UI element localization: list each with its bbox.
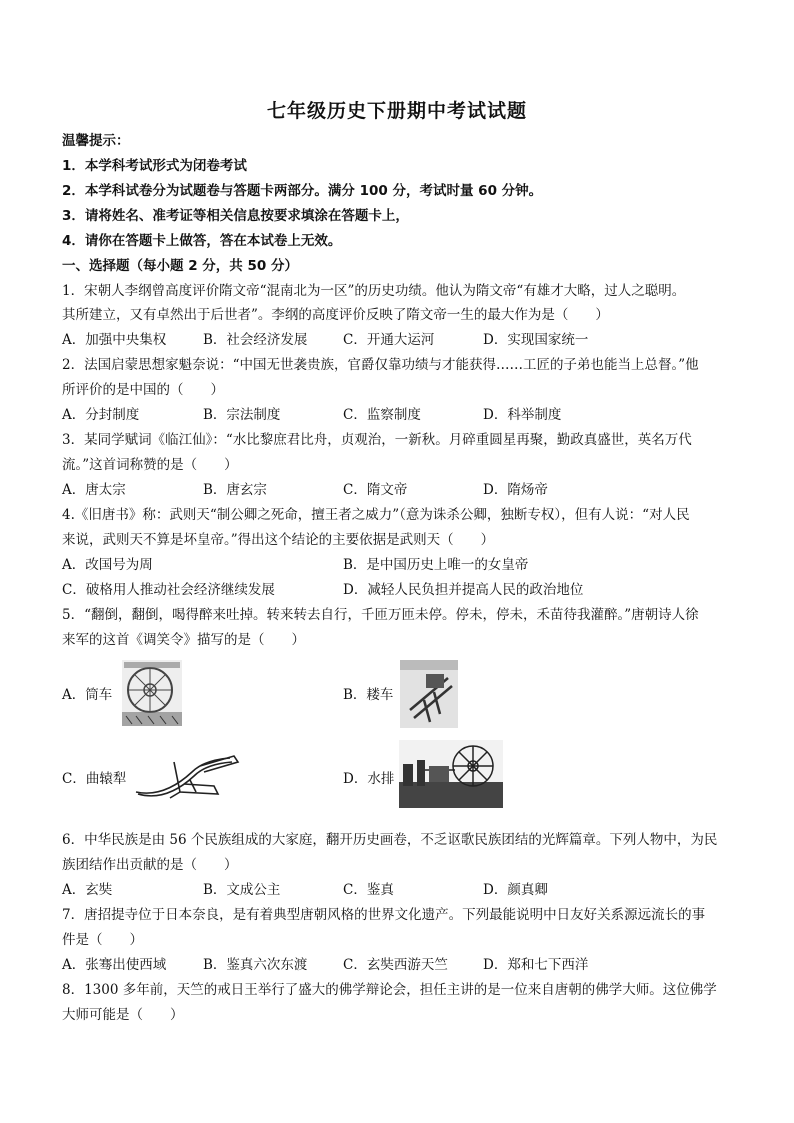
option-a: A．加强中央集权: [62, 332, 167, 348]
water-wheel-tongche-picture: [122, 660, 182, 726]
option-a: A．分封制度: [62, 407, 140, 423]
question-3-line: 3．某同学赋词《临江仙》：“水比黎庶君比舟，贞观治，一新秋。月碎重圆星再聚，勤政真盛世，英名万代: [62, 432, 692, 448]
question-5-line: 来军的这首《调笑令》描写的是（ ）: [62, 632, 305, 648]
water-bellows-shuipai-picture: [399, 740, 503, 808]
option-d: D．隋炀帝: [483, 482, 548, 498]
tip-item: 3．请将姓名、准考证等相关信息按要求填涂在答题卡上，: [62, 208, 409, 224]
option-c: C．破格用人推动社会经济继续发展: [62, 582, 275, 598]
question-1-line: 其所建立，又有卓然出于后世者”。李纲的高度评价反映了隋文帝一生的最大作为是（ ）: [62, 307, 609, 323]
tip-item: 2．本学科试卷分为试题卷与答题卡两部分。满分 100 分，考试时量 60 分钟。: [62, 183, 543, 199]
question-8-line: 8．1300 多年前，天竺的戒日王举行了盛大的佛学辩论会，担任主讲的是一位来自唐朝的佛学大师。这位佛学: [62, 982, 717, 998]
option-c: C．隋文帝: [343, 482, 408, 498]
question-4-line: 4.《旧唐书》称：武则天“制公卿之死命，擅王者之威力”（意为诛杀公卿，独断专权），但有人说：“对人民: [62, 507, 690, 523]
section-heading: 一、选择题（每小题 2 分，共 50 分）: [62, 258, 298, 274]
question-1-line: 1．宋朝人李纲曾高度评价隋文帝“混南北为一区”的历史功绩。他认为隋文帝“有雄才大略，过人之聪明。: [62, 283, 686, 299]
option-b: B．社会经济发展: [203, 332, 308, 348]
question-7-line: 件是（ ）: [62, 932, 143, 948]
tip-item: 4．请你在答题卡上做答，答在本试卷上无效。: [62, 233, 342, 249]
page-title: 七年级历史下册期中考试试题: [266, 100, 527, 122]
curved-plow-quyuanli-picture: [134, 752, 242, 802]
option-b: B．宗法制度: [203, 407, 281, 423]
option-b: B．文成公主: [203, 882, 281, 898]
option-b: B．唐玄宗: [203, 482, 267, 498]
question-3-line: 流。”这首词称赞的是（ ）: [62, 457, 238, 473]
option-d: D．水排: [343, 771, 395, 787]
option-d: D．郑和七下西洋: [483, 957, 589, 973]
tips-heading: 温馨提示：: [62, 133, 130, 149]
option-a: A．改国号为周: [62, 557, 153, 573]
tip-item: 1．本学科考试形式为闭卷考试: [62, 158, 247, 174]
option-c: C．鉴真: [343, 882, 394, 898]
option-d: D．科举制度: [483, 407, 562, 423]
option-b: B．鉴真六次东渡: [203, 957, 308, 973]
option-d: D．颜真卿: [483, 882, 548, 898]
question-5-line: 5．“翻倒，翻倒，喝得醉来吐掉。转来转去自行，千匝万匝未停。停未，停未，禾苗待我灌醉。”唐朝诗人徐: [62, 607, 699, 623]
question-4-line: 来说，武则天不算是坏皇帝。”得出这个结论的主要依据是武则天（ ）: [62, 532, 495, 548]
seed-drill-louche-picture: [400, 660, 458, 728]
question-8-line: 大师可能是（ ）: [62, 1007, 184, 1023]
question-6-line: 族团结作出贡献的是（ ）: [62, 857, 238, 873]
option-b: B．是中国历史上唯一的女皇帝: [343, 557, 529, 573]
option-a: A．唐太宗: [62, 482, 126, 498]
option-d: D．减轻人民负担并提高人民的政治地位: [343, 582, 584, 598]
question-7-line: 7．唐招提寺位于日本奈良，是有着典型唐朝风格的世界文化遗产。下列最能说明中日友好关系源远流长的事: [62, 907, 706, 923]
option-d: D．实现国家统一: [483, 332, 589, 348]
option-a: A．张骞出使西域: [62, 957, 167, 973]
option-c: C．监察制度: [343, 407, 421, 423]
option-c: C．开通大运河: [343, 332, 435, 348]
question-2-line: 2．法国启蒙思想家魁奈说：“中国无世袭贵族，官爵仅靠功绩与才能获得……工匠的子弟也能当上总督。”他: [62, 357, 699, 373]
question-2-line: 所评价的是中国的（ ）: [62, 382, 224, 398]
option-c: C．玄奘西游天竺: [343, 957, 448, 973]
option-b: B．耧车: [343, 687, 394, 703]
question-6-line: 6．中华民族是由 56 个民族组成的大家庭，翻开历史画卷，不乏讴歌民族团结的光辉篇章。下列人物中，为民: [62, 832, 718, 848]
option-c: C．曲辕犁: [62, 771, 127, 787]
option-a: A．筒车: [62, 687, 113, 703]
option-a: A．玄奘: [62, 882, 113, 898]
